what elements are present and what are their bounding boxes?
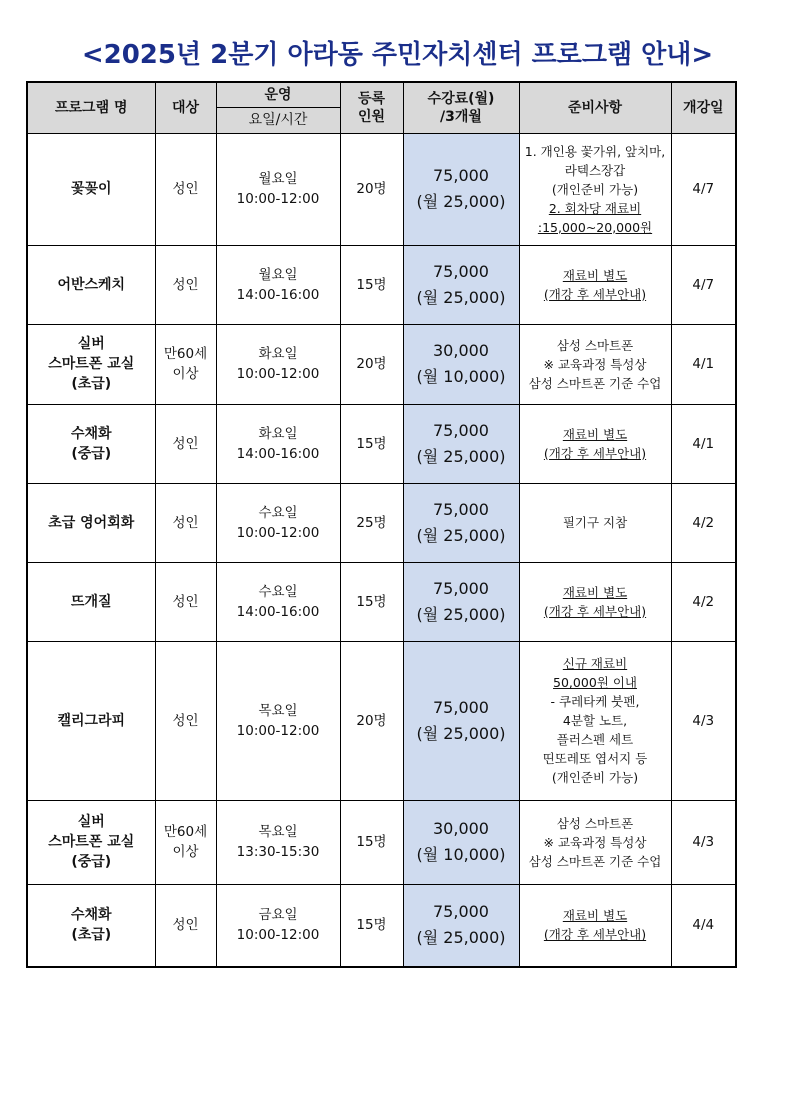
preparation-line: 재료비 별도 [562,584,628,600]
table-row [27,133,736,245]
fee-text: 30,000 [433,341,489,360]
start-date-cell: 4/2 [671,562,736,641]
target-text: 이상 [172,844,199,860]
program-name: 초급 영어회화 [48,514,135,531]
fee-cell [403,324,519,404]
start-date-cell: 4/2 [671,483,736,562]
preparation-line: 삼성 스마트폰 기준 수업 [528,375,662,391]
preparation-line: 재료비 별도 [562,426,628,442]
preparation-line: 신규 재료비 [562,656,628,671]
fee-text: (월 25,000) [416,604,506,624]
fee-text: 75,000 [433,166,489,185]
target-cell [155,562,216,641]
fee-cell [403,133,519,245]
fee-cell [403,562,519,641]
fee-cell [403,641,519,800]
fee-text: 75,000 [433,902,489,922]
fee-text: (월 25,000) [416,723,506,743]
header-capacity-line: 인원 [357,108,386,125]
start-date-cell: 4/4 [671,884,736,967]
capacity-cell: 20명 [340,641,403,800]
target-cell [155,641,216,800]
target-cell [155,245,216,324]
schedule-cell [216,483,340,562]
program-name: 어반스케치 [57,276,126,293]
schedule-cell [216,324,340,404]
preparation-line: :15,000~20,000원 [537,219,653,235]
program-name-cell [27,324,155,404]
preparation-line: (개인준비 가능) [551,770,639,785]
fee-cell [403,404,519,483]
fee-text: (월 25,000) [416,928,506,948]
preparation-line: 플러스펜 세트 [556,732,634,747]
target-cell [155,800,216,884]
preparation-cell [519,404,671,483]
schedule-text: 월요일 [258,266,298,283]
preparation-line: 필기구 지참 [562,515,628,530]
preparation-line: (개강 후 세부안내) [543,286,647,302]
table-row [27,483,736,562]
fee-text: (월 10,000) [416,367,506,386]
table-row [27,324,736,404]
header-capacity [340,82,403,133]
capacity-cell: 15명 [340,800,403,884]
preparation-cell [519,884,671,967]
preparation-cell [519,800,671,884]
table-row [27,800,736,884]
target-cell [155,483,216,562]
start-date-cell: 4/7 [671,245,736,324]
fee-text: (월 25,000) [416,446,506,466]
schedule-cell [216,800,340,884]
target-text: 성인 [172,435,199,452]
program-name: 꽃꽂이 [70,181,112,197]
preparation-cell [519,562,671,641]
capacity-cell: 20명 [340,324,403,404]
preparation-cell [519,483,671,562]
schedule-cell [216,245,340,324]
fee-text: 75,000 [433,499,489,519]
schedule-cell [216,641,340,800]
fee-text: 75,000 [433,697,489,717]
schedule-text: 10:00-12:00 [236,722,320,739]
fee-cell [403,245,519,324]
schedule-text: 10:00-12:00 [236,191,320,207]
schedule-cell [216,404,340,483]
fee-cell [403,483,519,562]
preparation-line: (개인준비 가능) [551,181,639,197]
program-rows [27,133,736,967]
schedule-text: 수요일 [258,583,298,600]
schedule-text: 화요일 [258,425,298,442]
target-cell [155,133,216,245]
capacity-cell: 25명 [340,483,403,562]
start-date-cell: 4/3 [671,641,736,800]
schedule-cell [216,562,340,641]
target-cell [155,884,216,967]
preparation-line: ※ 교육과정 특성상 [543,356,647,372]
target-text: 성인 [172,514,199,531]
preparation-line: 라텍스장갑 [564,162,626,178]
program-name: 스마트폰 교실 [48,834,135,850]
schedule-text: 10:00-12:00 [236,366,320,382]
program-name: (중급) [71,854,112,870]
schedule-text: 수요일 [258,504,298,521]
preparation-cell [519,245,671,324]
target-text: 성인 [172,181,199,197]
header-day-time: 요일/시간 [216,107,340,133]
header-fee-line: 수강료(월) [427,90,495,107]
preparation-line: 재료비 별도 [562,908,628,924]
target-text: 성인 [172,276,199,293]
fee-text: (월 10,000) [416,845,506,864]
capacity-cell: 15명 [340,245,403,324]
header-capacity-line: 등록 [357,90,386,107]
schedule-text: 10:00-12:00 [236,524,320,541]
capacity-cell: 15명 [340,562,403,641]
preparation-line: (개강 후 세부안내) [543,927,647,943]
fee-text: 75,000 [433,420,489,440]
schedule-text: 월요일 [258,171,298,187]
program-name-cell [27,245,155,324]
program-name: 실버 [77,336,105,352]
capacity-cell: 15명 [340,404,403,483]
schedule-text: 14:00-16:00 [236,603,320,620]
program-name: 캘리그라피 [57,712,126,729]
target-text: 만60세 [163,346,208,362]
table-row [27,884,736,967]
fee-text: 75,000 [433,578,489,598]
header-fee [403,82,519,133]
preparation-cell [519,133,671,245]
preparation-line: ※ 교육과정 특성상 [543,834,647,850]
schedule-text: 목요일 [258,702,298,719]
program-name-cell [27,800,155,884]
header-target: 대상 [155,82,216,133]
preparation-line: 4분할 노트, [562,713,628,728]
schedule-text: 목요일 [258,824,298,840]
schedule-cell [216,133,340,245]
preparation-cell [519,641,671,800]
schedule-text: 13:30-15:30 [236,844,320,860]
header-fee-line: /3개월 [440,108,482,125]
header-preparation: 준비사항 [519,82,671,133]
table-row [27,404,736,483]
schedule-text: 14:00-16:00 [236,286,320,303]
table-row [27,641,736,800]
capacity-cell: 20명 [340,133,403,245]
preparation-line: 재료비 별도 [562,267,628,283]
capacity-cell: 15명 [340,884,403,967]
program-name: 뜨개질 [70,593,112,610]
program-name-cell [27,133,155,245]
fee-text: 75,000 [433,261,489,281]
start-date-cell: 4/7 [671,133,736,245]
program-name-cell [27,562,155,641]
target-text: 만60세 [163,824,208,840]
fee-cell [403,884,519,967]
start-date-cell: 4/1 [671,404,736,483]
program-name-cell [27,641,155,800]
page-title: <2025년 2분기 아라동 주민자치센터 프로그램 안내> [81,40,714,70]
start-date-cell: 4/3 [671,800,736,884]
program-name-cell [27,884,155,967]
preparation-line: 2. 회차당 재료비 [548,200,642,216]
start-date-cell: 4/1 [671,324,736,404]
preparation-cell [519,324,671,404]
program-name: 수채화 [70,907,112,924]
program-table [26,81,737,968]
preparation-line: 삼성 스마트폰 [556,815,634,831]
table-row [27,562,736,641]
program-name: (중급) [71,445,112,462]
table-row [27,245,736,324]
schedule-text: 금요일 [258,907,298,924]
fee-text: (월 25,000) [416,525,506,545]
schedule-cell [216,884,340,967]
preparation-line: 띤또레또 엽서지 등 [542,751,648,766]
program-name: 수채화 [70,425,112,442]
preparation-line: 1. 개인용 꽃가위, 앞치마, [524,143,666,159]
fee-text: (월 25,000) [416,287,506,307]
preparation-line: - 쿠레타케 붓펜, [550,694,640,709]
fee-text: 30,000 [433,819,489,838]
target-text: 이상 [172,366,199,382]
preparation-line: 삼성 스마트폰 [556,337,634,353]
target-cell [155,324,216,404]
fee-text: (월 25,000) [416,192,506,211]
header-start: 개강일 [671,82,736,133]
schedule-text: 화요일 [258,346,298,362]
target-cell [155,404,216,483]
target-text: 성인 [172,917,199,934]
preparation-line: (개강 후 세부안내) [543,603,647,619]
program-name-cell [27,404,155,483]
schedule-text: 10:00-12:00 [236,927,320,944]
target-text: 성인 [172,712,199,729]
program-name-cell [27,483,155,562]
fee-cell [403,800,519,884]
preparation-line: (개강 후 세부안내) [543,445,647,461]
program-name: (초급) [71,376,112,392]
preparation-line: 50,000원 이내 [553,675,637,690]
target-text: 성인 [172,593,199,610]
schedule-text: 14:00-16:00 [236,445,320,462]
program-name: 실버 [77,814,105,830]
preparation-line: 삼성 스마트폰 기준 수업 [528,853,662,869]
header-program: 프로그램 명 [27,82,155,133]
program-name: 스마트폰 교실 [48,356,135,372]
program-name: (초급) [71,927,112,944]
header-operation: 운영 [216,82,340,107]
